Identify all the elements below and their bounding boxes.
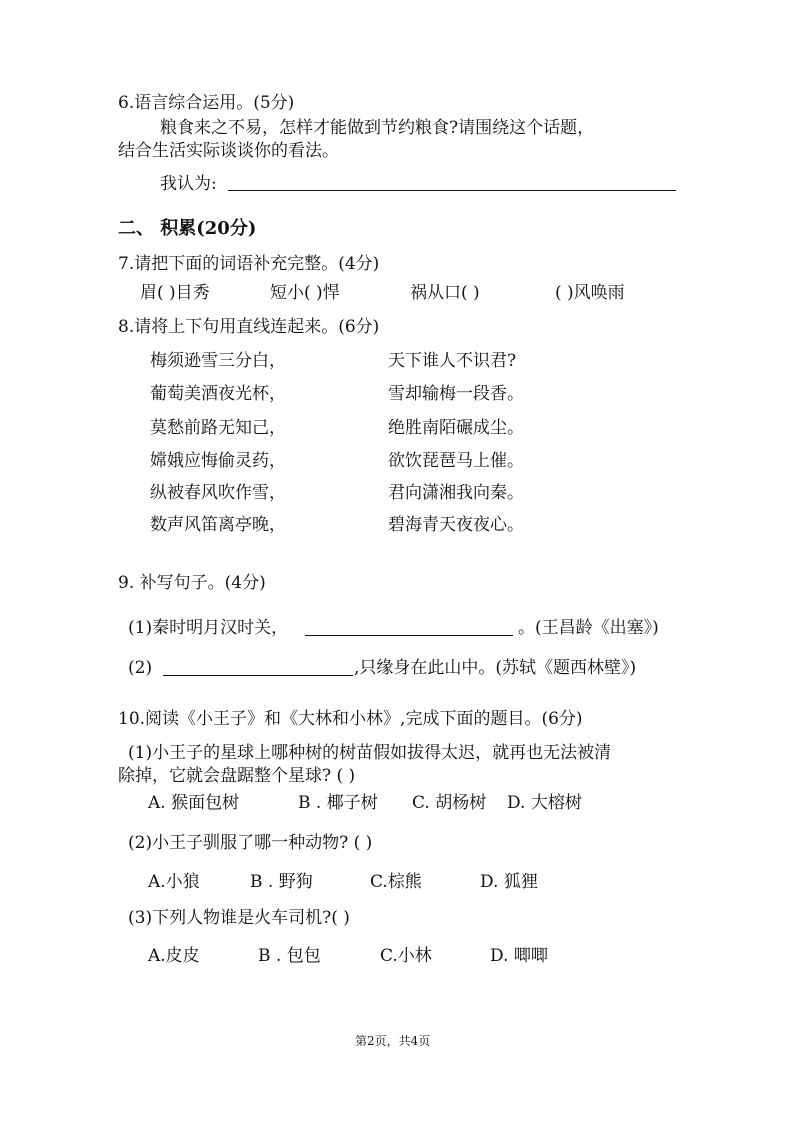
q10-sub3[interactable]: (3)下列人物谁是火车司机?( )	[128, 908, 350, 928]
q10-sub2[interactable]: (2)小王子驯服了哪一种动物? ( )	[128, 833, 373, 853]
q8-right-line[interactable]: 雪却输梅一段香。	[388, 384, 524, 404]
q10-sub2-option-a[interactable]: A.小狼	[148, 872, 200, 892]
q9-sentence-2-blank[interactable]	[163, 675, 353, 676]
q10-sub3-option-d[interactable]: D. 唧唧	[490, 946, 548, 966]
q7-item-3[interactable]: 祸从口( )	[410, 283, 480, 303]
q8-right-line[interactable]: 天下谁人不识君?	[388, 351, 517, 371]
q10-sub2-option-b[interactable]: B . 野狗	[250, 872, 313, 892]
q10-sub1-line2[interactable]: 除掉，它就会盘踞整个星球? ( )	[118, 766, 356, 786]
q8-left-line[interactable]: 葡萄美酒夜光杯，	[150, 384, 286, 404]
q9-title: 9. 补写句子。(4分)	[118, 573, 266, 593]
q10-sub1-line1: (1)小王子的星球上哪种树的树苗假如拔得太迟，就再也无法被清	[128, 743, 612, 763]
q8-right-line[interactable]: 碧海青天夜夜心。	[388, 515, 524, 535]
page-number: 第2页，共4页	[355, 1034, 431, 1048]
q6-title: 6.语言综合运用。(5分)	[118, 93, 295, 113]
section-2-title: 二、 积累(20分)	[118, 218, 257, 239]
q10-sub3-option-b[interactable]: B . 包包	[258, 946, 321, 966]
q7-item-4[interactable]: ( )风唤雨	[555, 283, 625, 303]
q10-sub1-option-b[interactable]: B . 椰子树	[298, 793, 378, 813]
q8-right-line[interactable]: 绝胜南陌碾成尘。	[388, 418, 524, 438]
q9-sentence-1-prefix: (1)秦时明月汉时关，	[128, 618, 289, 638]
q10-sub1-option-a[interactable]: A. 猴面包树	[148, 793, 240, 813]
q8-right-line[interactable]: 君向潇湘我向秦。	[388, 483, 524, 503]
q6-prompt-line2: 结合生活实际谈谈你的看法。	[118, 141, 339, 161]
q10-sub3-option-a[interactable]: A.皮皮	[148, 946, 200, 966]
q9-sentence-1-blank[interactable]	[305, 635, 513, 636]
q8-title: 8.请将上下句用直线连起来。(6分)	[118, 317, 380, 337]
q6-answer-line[interactable]	[228, 190, 676, 191]
q8-left-line[interactable]: 梅须逊雪三分白，	[150, 351, 286, 371]
q10-sub2-option-c[interactable]: C.棕熊	[370, 872, 422, 892]
q7-item-2[interactable]: 短小( )悍	[270, 283, 340, 303]
q7-item-1[interactable]: 眉( )目秀	[140, 283, 210, 303]
q10-sub3-option-c[interactable]: C.小林	[380, 946, 432, 966]
q10-title: 10.阅读《小王子》和《大林和小林》,完成下面的题目。(6分)	[118, 709, 583, 729]
q8-left-line[interactable]: 莫愁前路无知己，	[150, 418, 286, 438]
q8-left-line[interactable]: 纵被春风吹作雪，	[150, 483, 286, 503]
q10-sub1-option-d[interactable]: D. 大榕树	[507, 793, 582, 813]
q7-title: 7.请把下面的词语补充完整。(4分)	[118, 254, 380, 274]
q9-sentence-2-suffix: ,只缘身在此山中。(苏轼《题西林壁》)	[354, 658, 637, 678]
q9-sentence-1-suffix: 。(王昌龄《出塞》)	[518, 618, 659, 638]
q6-prompt-line1: 粮食来之不易，怎样才能做到节约粮食?请围绕这个话题，	[160, 118, 595, 138]
q10-sub1-option-c[interactable]: C. 胡杨树	[412, 793, 487, 813]
q10-sub2-option-d[interactable]: D. 狐狸	[480, 872, 538, 892]
q8-left-line[interactable]: 数声风笛离亭晚，	[150, 515, 286, 535]
q6-answer-label: 我认为:	[160, 174, 217, 194]
q8-left-line[interactable]: 嫦娥应悔偷灵药，	[150, 451, 286, 471]
q9-sentence-2-prefix: (2)	[128, 658, 153, 678]
q8-right-line[interactable]: 欲饮琵琶马上催。	[388, 451, 524, 471]
